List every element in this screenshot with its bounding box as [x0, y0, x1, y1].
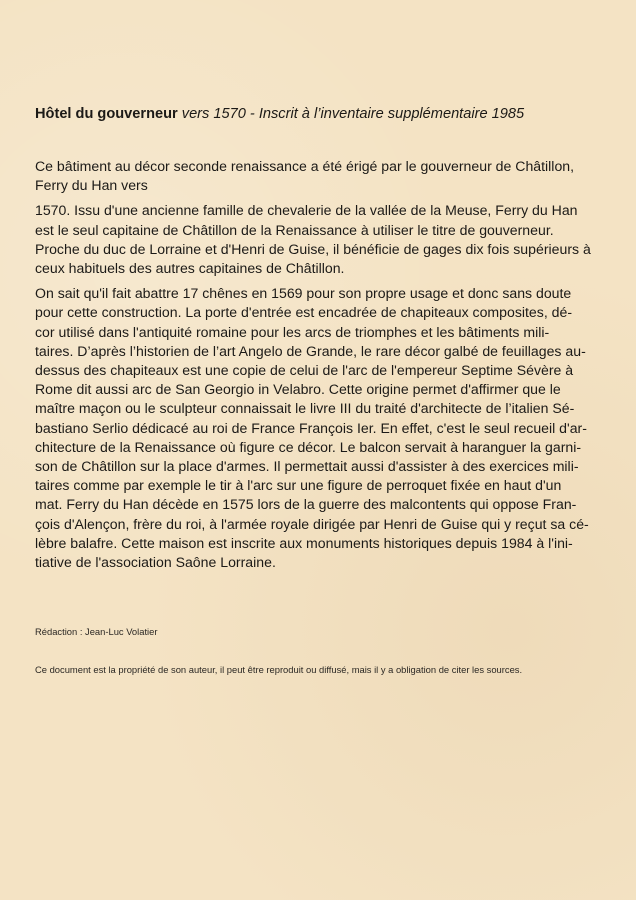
- text-line: Ce bâtiment au décor seconde renaissance a été érigé par le gouverneur de Châtillon,: [35, 158, 575, 174]
- text-line: cor utilisé dans l'antiquité romaine pour les arcs de triomphes et les bâtiments mili-: [35, 323, 550, 340]
- text-line: Rome dit aussi arc de San Georgio in Velabro. Cette origine permet d'affirmer que le: [35, 381, 561, 398]
- text-line: çois d'Alençon, frère du roi, à l'armée royale dirigée par Henri de Guise qui y reçut sa cé-: [35, 515, 589, 532]
- text-line: dessus des chapiteaux est une copie de celui de l'arc de l'empereur Septime Sévère à: [35, 362, 574, 379]
- text-line: mat. Ferry du Han décède en 1575 lors de la guerre des malcontents qui oppose Fran-: [35, 496, 577, 513]
- title-main: Hôtel du gouverneur: [35, 106, 178, 122]
- text-line: est le seul capitaine de Châtillon de la Renaissance à utiliser le titre de gouverneur.: [35, 221, 554, 238]
- text-line: bastiano Serlio dédicacé au roi de France François Ier. En effet, c'est le seul recueil d'ar-: [35, 419, 587, 436]
- text-line: 1570. Issu d'une ancienne famille de chevalerie de la vallée de la Meuse, Ferry du Han: [35, 202, 578, 219]
- text-line: Proche du duc de Lorraine et d'Henri de Guise, il bénéficie de gages dix fois supérieurs à: [35, 240, 591, 257]
- text-line: taires. D’après l’historien de l’art Angelo de Grande, le rare décor galbé de feuillages au-: [35, 342, 586, 359]
- text-line: ceux habituels des autres capitaines de Châtillon.: [35, 260, 345, 277]
- text-line: On sait qu'il fait abattre 17 chênes en 1569 pour son propre usage et donc sans doute: [35, 285, 572, 302]
- text-line: taires comme par exemple le tir à l'arc sur une figure de perroquet fixée en haut d'un: [35, 477, 562, 494]
- title-subtitle: vers 1570 - Inscrit à l’inventaire supplémentaire 1985: [181, 106, 525, 122]
- text-line: pour cette construction. La porte d'entrée est encadrée de chapiteaux composites, dé-: [35, 304, 573, 321]
- page-title: [35, 104, 605, 124]
- text-line: son de Châtillon sur la place d'armes. Il permettait aussi d'assister à des exercices mili-: [35, 458, 579, 475]
- paragraph-3: [35, 284, 605, 572]
- text-line: chitecture de la Renaissance où figure ce décor. Le balcon servait à haranguer la garni-: [35, 438, 582, 455]
- copyright-notice: Ce document est la propriété de son auteur, il peut être reproduit ou diffusé, mais il y a obligation de citer les sources.: [35, 664, 523, 675]
- text-line: lèbre balafre. Cette maison est inscrite aux monuments historiques depuis 1984 à l'ini-: [35, 534, 573, 551]
- paragraph-1: [35, 157, 605, 195]
- text-line: maître maçon ou le sculpteur connaissait le livre III du traité d'architecte de l’italien Sé-: [35, 400, 575, 417]
- body-text: [35, 157, 605, 578]
- paragraph-2: [35, 201, 605, 278]
- text-line: tiative de l'association Saône Lorraine.: [35, 554, 276, 571]
- text-line: Ferry du Han vers: [35, 177, 148, 194]
- author-credit: Rédaction : Jean-Luc Volatier: [35, 626, 158, 637]
